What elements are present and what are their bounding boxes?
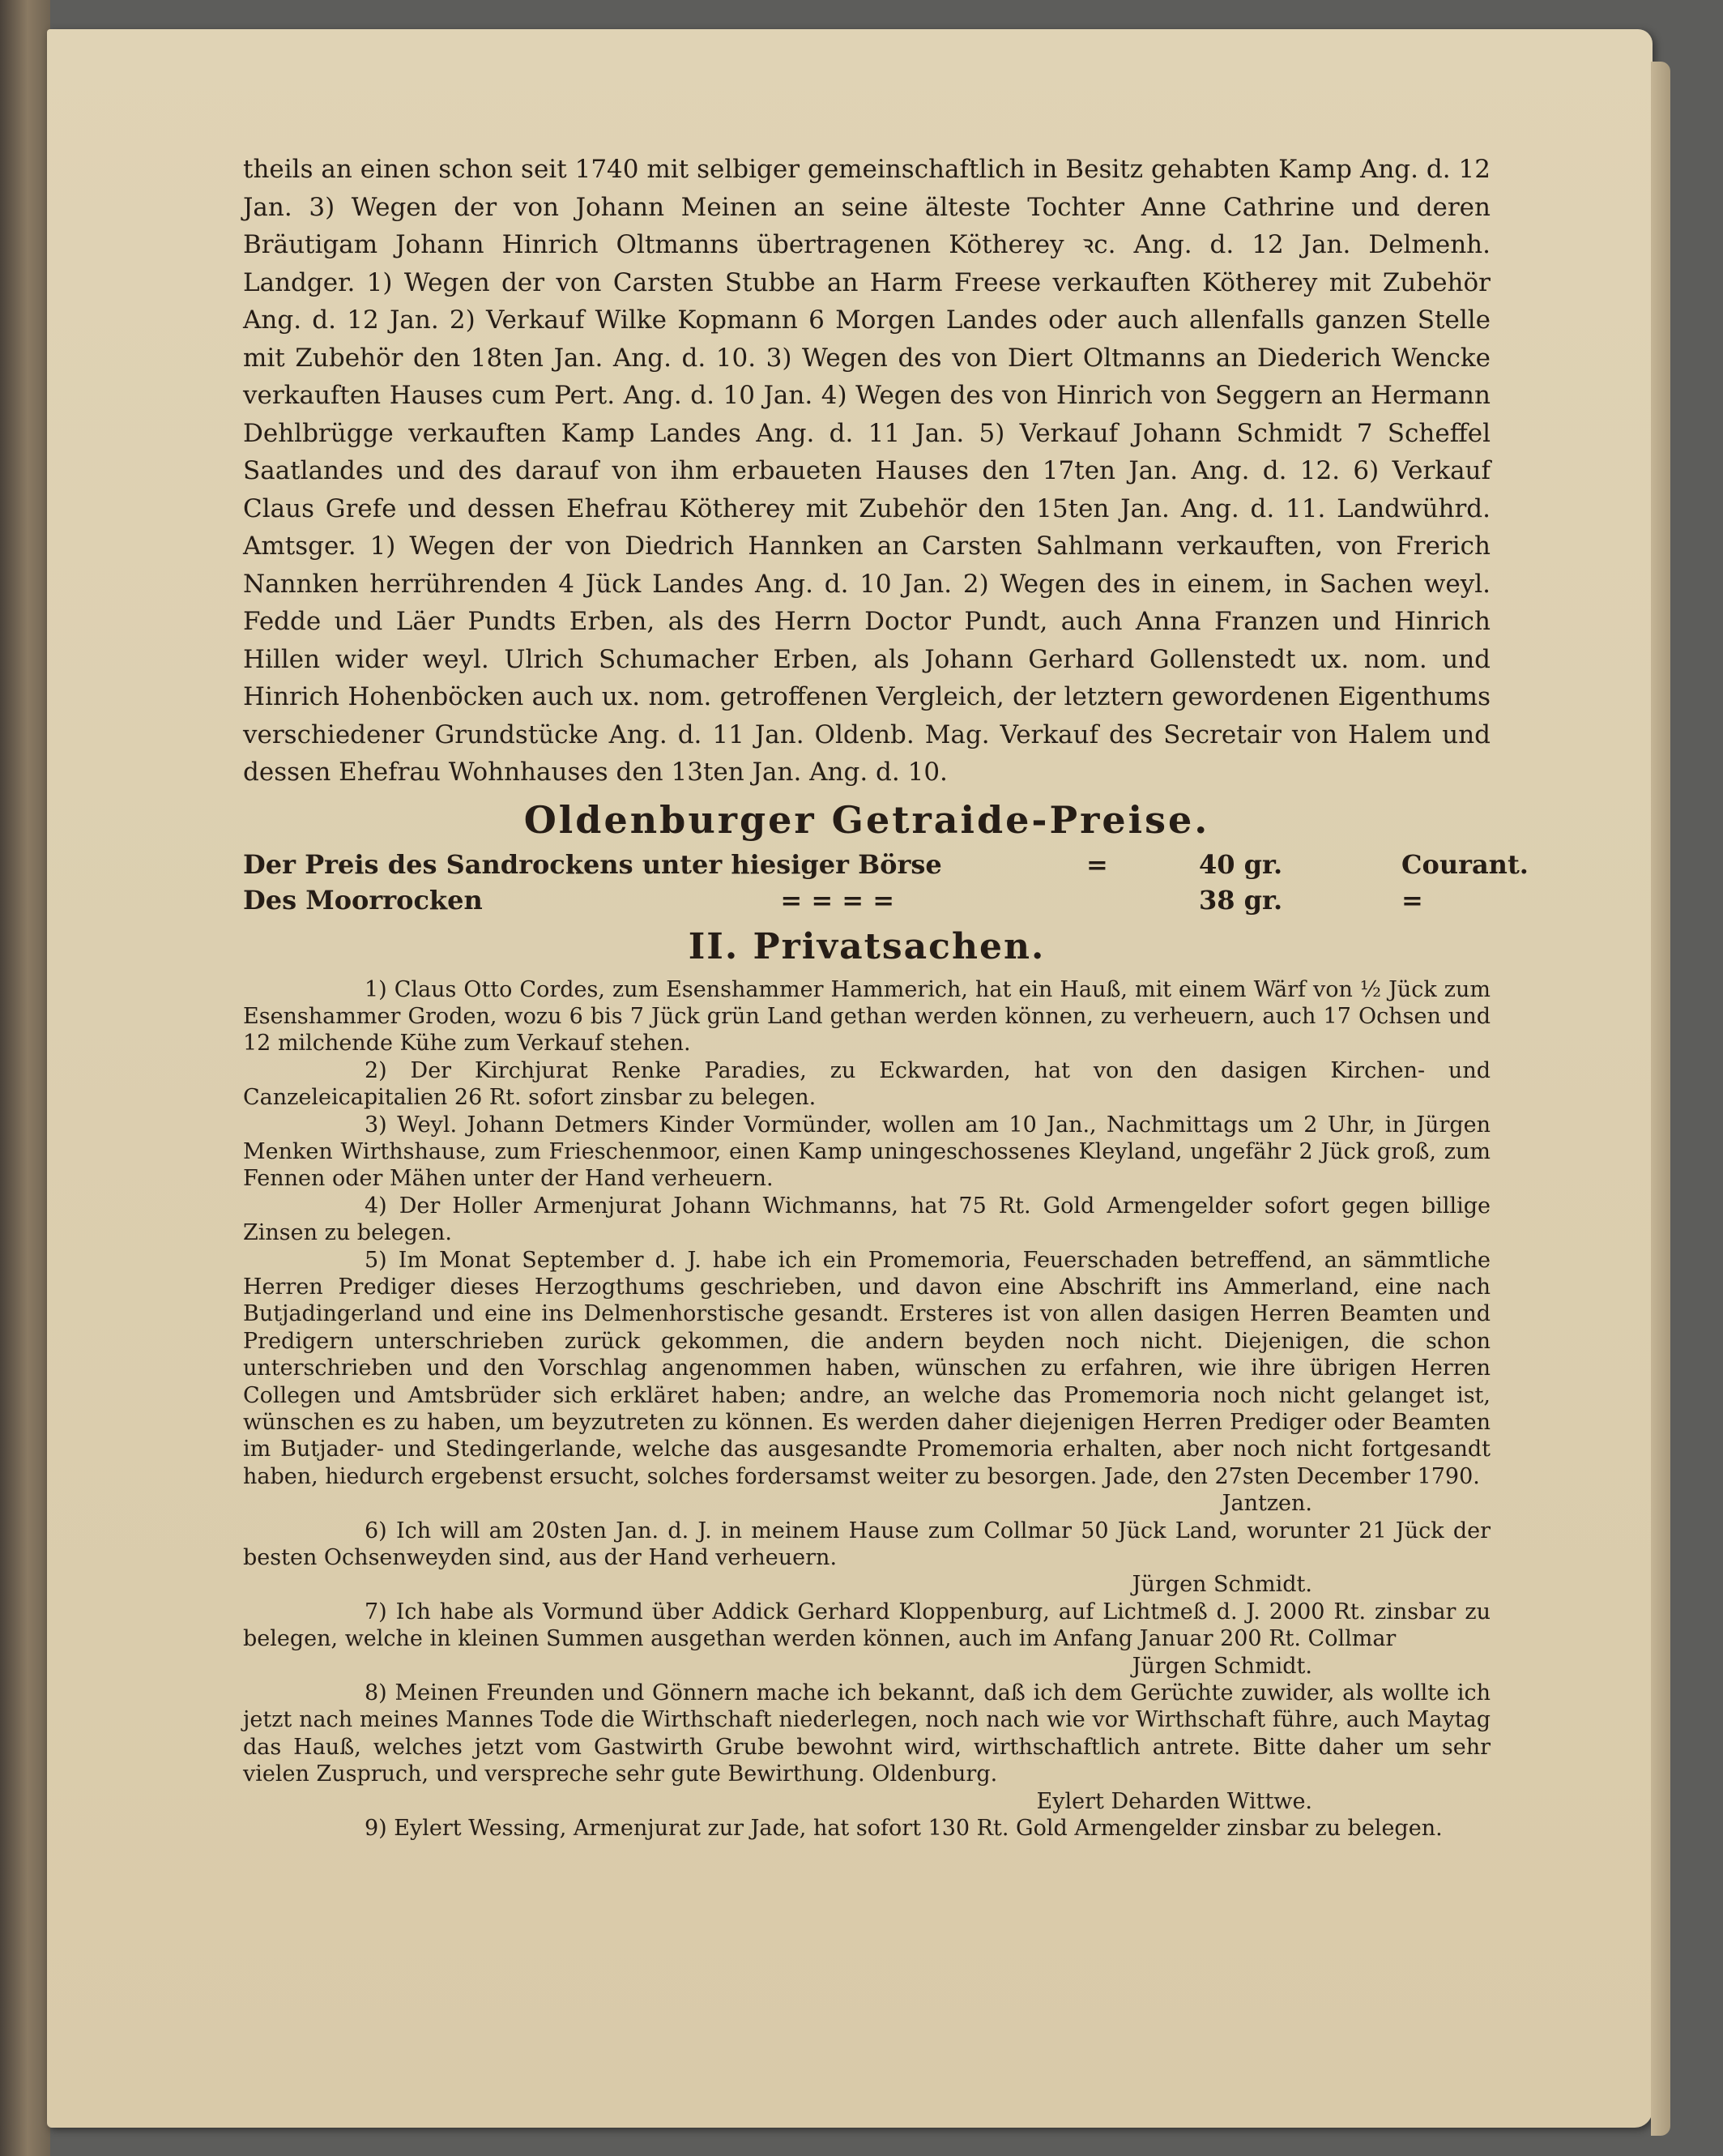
page-text xyxy=(243,151,1529,1842)
ditto-mark: = = = = xyxy=(780,884,895,916)
notice-signature: Jürgen Schmidt. xyxy=(1132,1572,1312,1598)
notice-entry: 1) Claus Otto Cordes, zum Esenshammer Hammerich, hat ein Hauß, mit einem Wärf von ½ Jück zum Esenshammer Groden, wozu 6 bis 7 Jück grün Land gethan werden können, zu verheuern, auch 17 Ochsen und 12 milchende Kühe zum Verkauf stehen. xyxy=(243,976,1491,1057)
notice-entry: 8) Meinen Freunden und Gönnern mache ich bekannt, daß ich dem Gerüchte zuwider, als wollte ich jetzt nach meines Mannes Tode die Wirthschaft niederlegen, noch nach wie vor Wirthschaft führe, auch Maytag das Hauß, welches jetzt vom Gastwirth Grube bewohnt wird, wirthschaftlich antrete. Bitte daher um sehr vielen Zuspruch, und verspreche sehr gute Bewirthung. Oldenburg. xyxy=(243,1680,1491,1787)
private-entries xyxy=(243,976,1491,1842)
price-value: 38 gr. xyxy=(1199,884,1283,916)
notice-entry: 6) Ich will am 20sten Jan. d. J. in meinem Hause zum Collmar 50 Jück Land, worunter 21 Jück der besten Ochsenweyden sind, aus der Hand verheuern. xyxy=(243,1518,1491,1571)
price-label: Des Moorrocken = = = = xyxy=(243,884,895,916)
notice-signature: Jürgen Schmidt. xyxy=(1132,1653,1312,1679)
ditto-mark: = xyxy=(1085,848,1108,880)
price-label: Der Preis des Sandrockens unter hiesiger Börse = xyxy=(243,848,1108,880)
notice-entry: 7) Ich habe als Vormund über Addick Gerhard Kloppenburg, auf Lichtmeß d. J. 2000 Rt. zinsbar zu belegen, welche in kleinen Summen ausgethan werden können, auch im Anfang Januar 200 Rt. Collmar xyxy=(243,1599,1491,1652)
page-edge xyxy=(1651,62,1670,2136)
notice-entry: 3) Weyl. Johann Detmers Kinder Vormünder, wollen am 10 Jan., Nachmittags um 2 Uhr, in Jürgen Menken Wirthshause, zum Frieschenmoor, einen Kamp uningeschossenes Kleyland, ungefähr 2 Jück groß, zum Fennen oder Mähen unter der Hand verheuern. xyxy=(243,1112,1491,1192)
private-section-heading: II. Privatsachen. xyxy=(688,925,1046,967)
price-unit: = xyxy=(1401,884,1423,916)
left-page-edge xyxy=(0,0,50,2156)
notice-entry: 9) Eylert Wessing, Armenjurat zur Jade, hat sofort 130 Rt. Gold Armengelder zinsbar zu belegen. xyxy=(365,1816,1443,1842)
notice-signature: Eylert Deharden Wittwe. xyxy=(1036,1788,1312,1814)
price-value: 40 gr. xyxy=(1199,848,1283,880)
notice-entry: 4) Der Holler Armenjurat Johann Wichmanns, hat 75 Rt. Gold Armengelder sofort gegen billige Zinsen zu belegen. xyxy=(243,1193,1491,1246)
price-row xyxy=(243,847,1529,882)
document-page xyxy=(47,29,1653,2128)
property-notices-paragraph: theils an einen schon seit 1740 mit selbiger gemeinschaftlich in Besitz gehabten Kamp Ang. d. 12 Jan. 3) Wegen der von Johann Meinen an seine älteste Tochter Anne Cathrine und deren Bräutigam Johann Hinrich Oltmanns übertragenen Kötherey ꝛc. Ang. d. 12 Jan. Delmenh. Landger. 1) Wegen der von Carsten Stubbe an Harm Freese verkauften Kötherey mit Zubehör Ang. d. 12 Jan. 2) Verkauf Wilke Kopmann 6 Morgen Landes oder auch allenfalls ganzen Stelle mit Zubehör den 18ten Jan. Ang. d. 10. 3) Wegen des von Diert Oltmanns an Diederich Wencke verkauften Hauses cum Pert. Ang. d. 10 Jan. 4) Wegen des von Hinrich von Seggern an Hermann Dehlbrügge verkauften Kamp Landes Ang. d. 11 Jan. 5) Verkauf Johann Schmidt 7 Scheffel Saatlandes und des darauf von ihm erbaueten Hauses den 17ten Jan. Ang. d. 12. 6) Verkauf Claus Grefe und dessen Ehefrau Kötherey mit Zubehör den 15ten Jan. Ang. d. 11. Landwührd. Amtsger. 1) Wegen der von Diedrich Hannken an Carsten Sahlmann verkauften, von Frerich Nannken herrührenden 4 Jück Landes Ang. d. 10 Jan. 2) Wegen des in einem, in Sachen weyl. Fedde und Läer Pundts Erben, als des Herrn Doctor Pundt, auch Anna Franzen und Hinrich Hillen wider weyl. Ulrich Schumacher Erben, als Johann Gerhard Gollenstedt ux. nom. und Hinrich Hohenböcken auch ux. nom. getroffenen Vergleich, der letztern gewordenen Eigenthums verschiedener Grundstücke Ang. d. 11 Jan. Oldenb. Mag. Verkauf des Secretair von Halem und dessen Ehefrau Wohnhauses den 13ten Jan. Ang. d. 10. xyxy=(243,155,1491,787)
notice-signature: Jantzen. xyxy=(1222,1491,1312,1517)
notice-entry: 5) Im Monat September d. J. habe ich ein Promemoria, Feuerschaden betreffend, an sämmtliche Herren Prediger dieses Herzogthums geschrieben, und davon eine Abschrift ins Ammerland, eine nach Butjadingerland und eine ins Delmenhorstische gesandt. Ersteres ist von allen dasigen Herren Beamten und Predigern unterschrieben zurück gekommen, die andern beyden noch nicht. Diejenigen, die schon unterschrieben und den Vorschlag angenommen haben, wünschen zu erfahren, wie ihre übrigen Herren Collegen und Amtsbrüder sich erkläret haben; andre, an welche das Promemoria noch nicht gelanget ist, wünschen es zu haben, um beyzutreten zu können. Es werden daher diejenigen Herren Prediger oder Beamten im Butjader- und Stedingerlande, welche das ausgesandte Promemoria erhalten, aber noch nicht fortgesandt haben, hiedurch ergebenst ersucht, solches fordersamst weiter zu besorgen. Jade, den 27sten December 1790. xyxy=(243,1247,1491,1489)
grain-prices-heading: Oldenburger Getraide-Preise. xyxy=(523,797,1210,842)
price-row xyxy=(243,882,1491,918)
notice-entry: 2) Der Kirchjurat Renke Paradies, zu Eckwarden, hat von den dasigen Kirchen- und Canzeleicapitalien 26 Rt. sofort zinsbar zu belegen. xyxy=(243,1057,1491,1111)
price-unit: Courant. xyxy=(1401,848,1529,880)
